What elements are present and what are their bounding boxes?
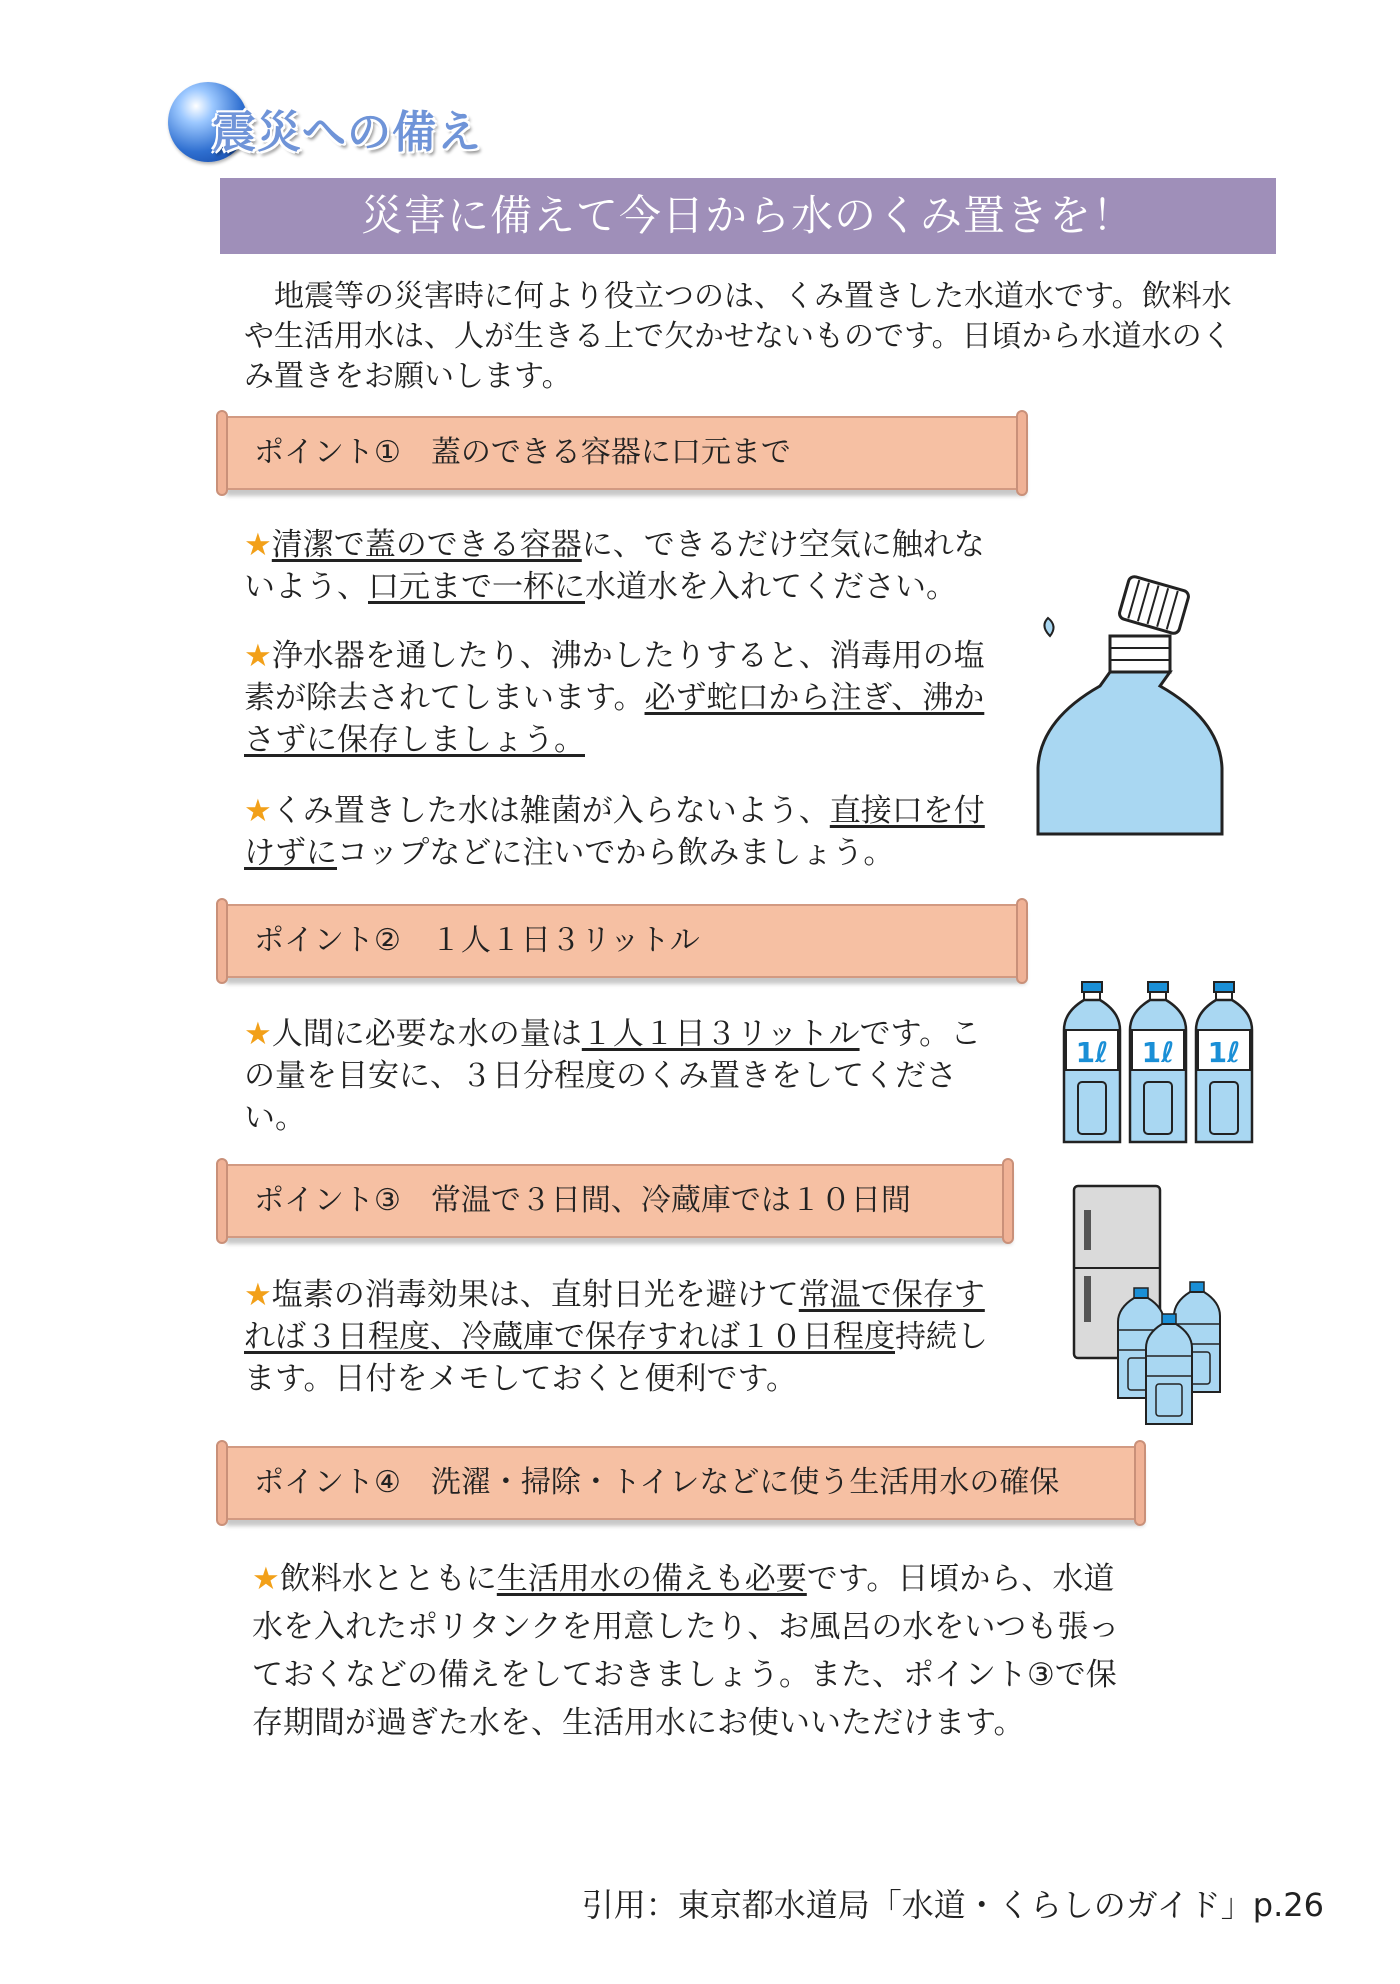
paragraph-text: 水道水を入れてください。 [585,569,957,605]
point-1-paragraph-3 [244,790,1004,874]
point-1-paragraph-1 [244,524,1004,608]
paragraph-text: 持続します。日付をメモしておくと便利です。 [244,1319,988,1397]
paragraph-text: 必ず蛇口から注ぎ、沸かさずに保存しましょう。 [244,680,985,758]
star-icon: ★ [244,1277,272,1313]
bottle-3-label: 1ℓ [1207,1036,1241,1069]
paragraph-text: 清潔で蓋のできる容器 [271,527,582,563]
star-icon: ★ [244,1016,272,1052]
paragraph-text: 常温で保存すれば３日程度、冷蔵庫で保存すれば１０日程度 [244,1277,985,1355]
paragraph-text: 口元まで一杯に [368,569,585,605]
point-4-banner [222,1446,1140,1520]
paragraph-text: １人１日３リットル [581,1016,860,1052]
citation: 引用：東京都水道局「水道・くらしのガイド」p.26 [581,1886,1324,1924]
bottle-1-label: 1ℓ [1075,1036,1109,1069]
paragraph-text: 浄水器を通したり、沸かしたりすると、消毒用の塩素が除去されてしまいます。 [244,638,985,716]
star-icon: ★ [244,638,272,674]
point-3-banner [222,1164,1008,1238]
paragraph-text: 直接口を付けずに [244,793,985,871]
paragraph-text: くみ置きした水は雑菌が入らないよう、 [271,793,830,829]
paragraph-text: 塩素の消毒効果は、直射日光を避けて [271,1277,799,1313]
refrigerator-icon [1072,1184,1222,1426]
page-title: 災害に備えて今日から水のくみ置きを！ [220,178,1276,254]
point-4-paragraph [252,1555,1132,1747]
point-3-paragraph [244,1274,1004,1400]
point-2-banner [222,904,1022,978]
point-2-label: ポイント② １人１日３リットル [254,923,700,958]
point-3-label: ポイント③ 常温で３日間、冷蔵庫では１０日間 [254,1183,911,1218]
paragraph-text: 人間に必要な水の量は [271,1016,582,1052]
point-1-label: ポイント① 蓋のできる容器に口元まで [254,435,791,470]
point-1-paragraph-2 [244,635,1004,761]
paragraph-text: 生活用水の備えも必要 [496,1561,807,1597]
paragraph-text: 飲料水とともに [279,1561,497,1597]
point-1-banner [222,416,1022,490]
water-bottle-icon [1030,568,1230,836]
point-2-paragraph [244,1013,1004,1139]
intro-text: 地震等の災害時に何より役立つのは、くみ置きした水道水です。飲料水や生活用水は、人が生きる上で欠かせないものです。日頃から水道水のくみ置きをお願いします。 [244,279,1232,394]
three-bottles-icon [1062,980,1262,1144]
paragraph-text: コップなどに注いでから飲みましょう。 [337,835,895,871]
section-badge: 震災への備え [212,107,482,158]
point-4-label: ポイント④ 洗濯・掃除・トイレなどに使う生活用水の確保 [254,1465,1060,1500]
paragraph-text: に、できるだけ空気に触れないよう、 [244,527,985,605]
paragraph-text: です。この量を目安に、３日分程度のくみ置きをしてください。 [244,1016,982,1136]
bottle-2-label: 1ℓ [1141,1036,1175,1069]
paragraph-text: です。日頃から、水道水を入れたポリタンクを用意したり、お風呂の水をいつも張っておくなどの備えをしておきましょう。また、ポイント③で保存期間が過ぎた水を、生活用水にお使いいただけます。 [252,1561,1120,1741]
star-icon: ★ [252,1561,280,1597]
star-icon: ★ [244,527,272,563]
star-icon: ★ [244,793,272,829]
